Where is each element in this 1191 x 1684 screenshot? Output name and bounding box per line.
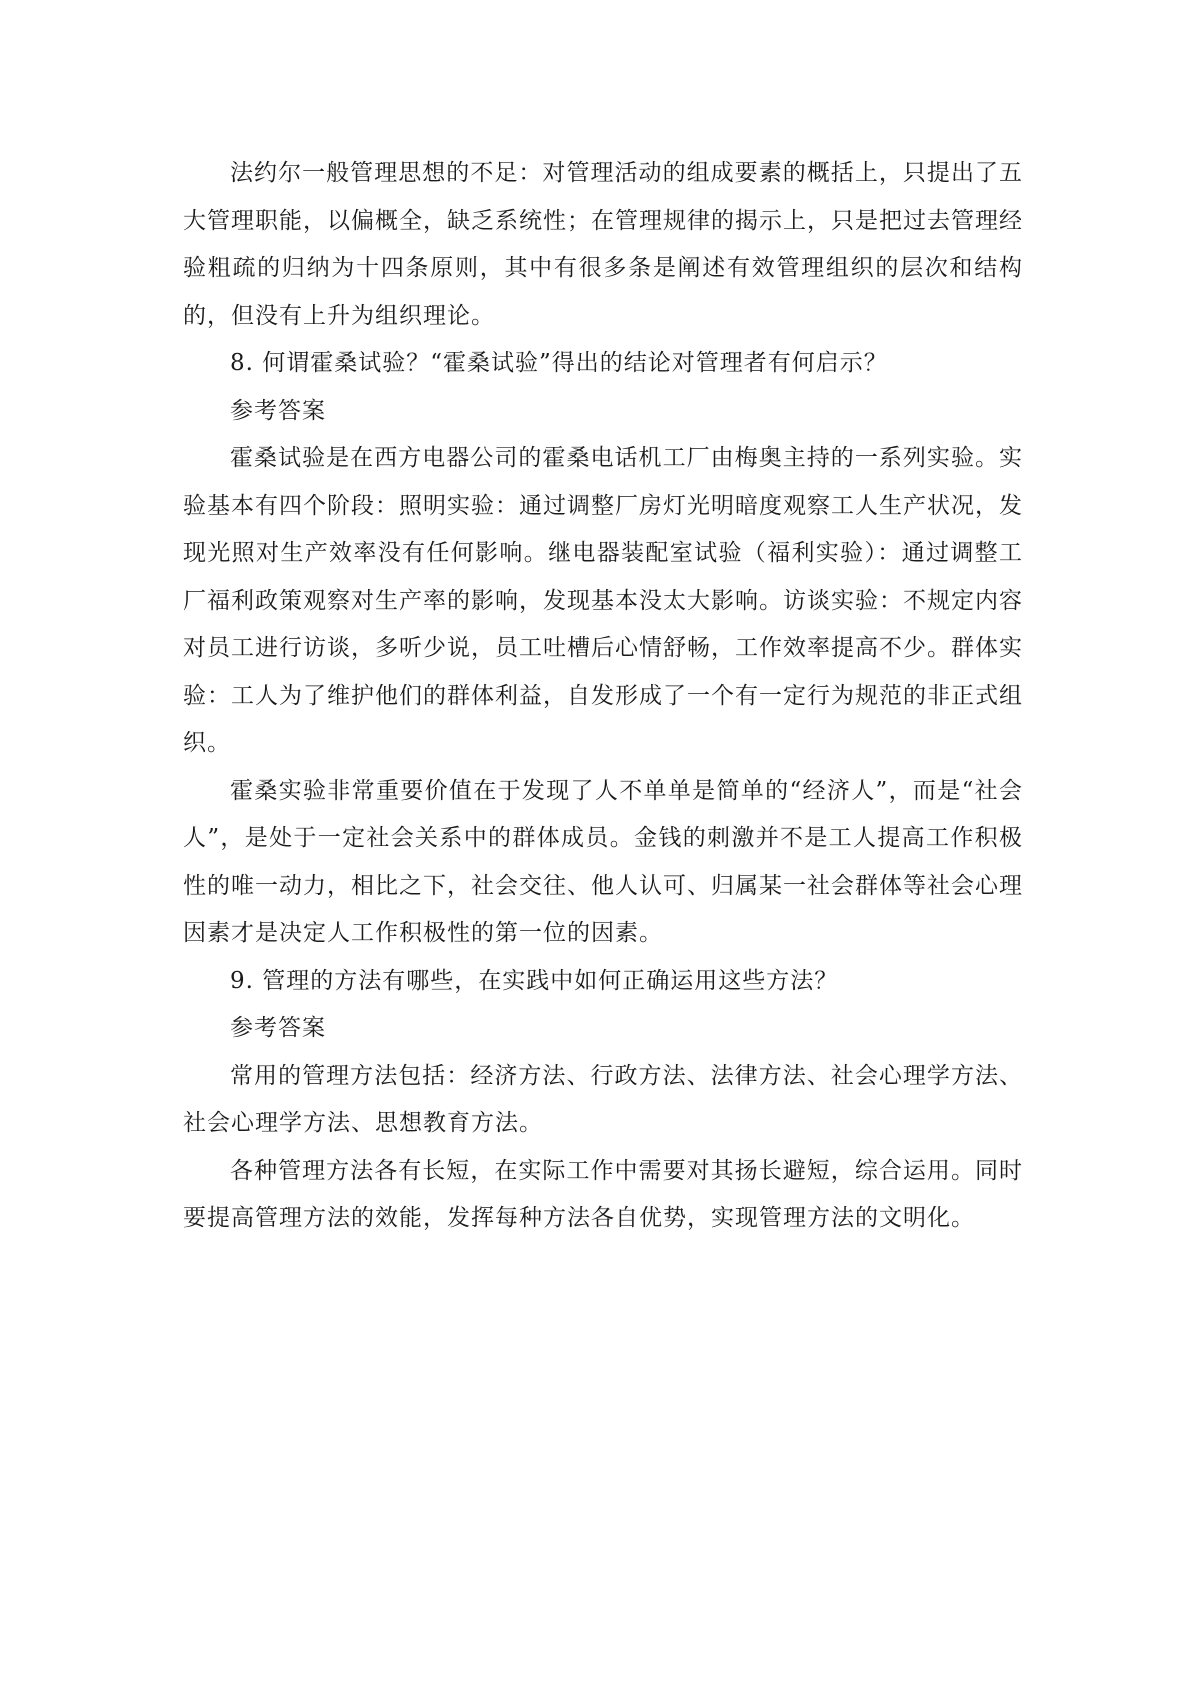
answer-label-8: 参考答案 [230, 397, 326, 424]
document-body [183, 150, 1023, 1243]
answer-label-9: 参考答案 [230, 1015, 326, 1041]
paragraph-hawthorne-stages: 霍桑试验是在西方电器公司的霍桑电话机工厂由梅奥主持的一系列实验。实验基本有四个阶段：照明实验：通过调整厂房灯光明暗度观察工人生产状况，发现光照对生产效率没有任何影响。继电器装配室试验（福利实验）：通过调整工厂福利政策观察对生产率的影响，发现基本没太大影响。访谈实验：不规定内容对员工进行访谈，多听少说，员工吐槽后心情舒畅，工作效率提高不少。群体实验：工人为了维护他们的群体利益，自发形成了一个有一定行为规范的非正式组织。 [183, 445, 1023, 756]
paragraph-methods-usage: 各种管理方法各有长短，在实际工作中需要对其扬长避短，综合运用。同时要提高管理方法的效能，发挥每种方法各自优势，实现管理方法的文明化。 [183, 1157, 1023, 1231]
paragraph-methods-list: 常用的管理方法包括：经济方法、行政方法、法律方法、社会心理学方法、社会心理学方法、思想教育方法。 [183, 1062, 1023, 1136]
paragraph-fayol-critique: 法约尔一般管理思想的不足：对管理活动的组成要素的概括上，只提出了五大管理职能，以偏概全，缺乏系统性；在管理规律的揭示上，只是把过去管理经验粗疏的归纳为十四条原则，其中有很多条是阐述有效管理组织的层次和结构的，但没有上升为组织理论。 [183, 160, 1023, 329]
paragraph-hawthorne-value: 霍桑实验非常重要价值在于发现了人不单单是简单的“经济人”，而是“社会人”，是处于一定社会关系中的群体成员。金钱的刺激并不是工人提高工作积极性的唯一动力，相比之下，社会交往、他人认可、归属某一社会群体等社会心理因素才是决定人工作积极性的第一位的因素。 [183, 777, 1023, 946]
question-8: 8. 何谓霍桑试验？“霍桑试验”得出的结论对管理者有何启示？ [230, 350, 888, 376]
question-9: 9. 管理的方法有哪些，在实践中如何正确运用这些方法？ [230, 967, 839, 994]
